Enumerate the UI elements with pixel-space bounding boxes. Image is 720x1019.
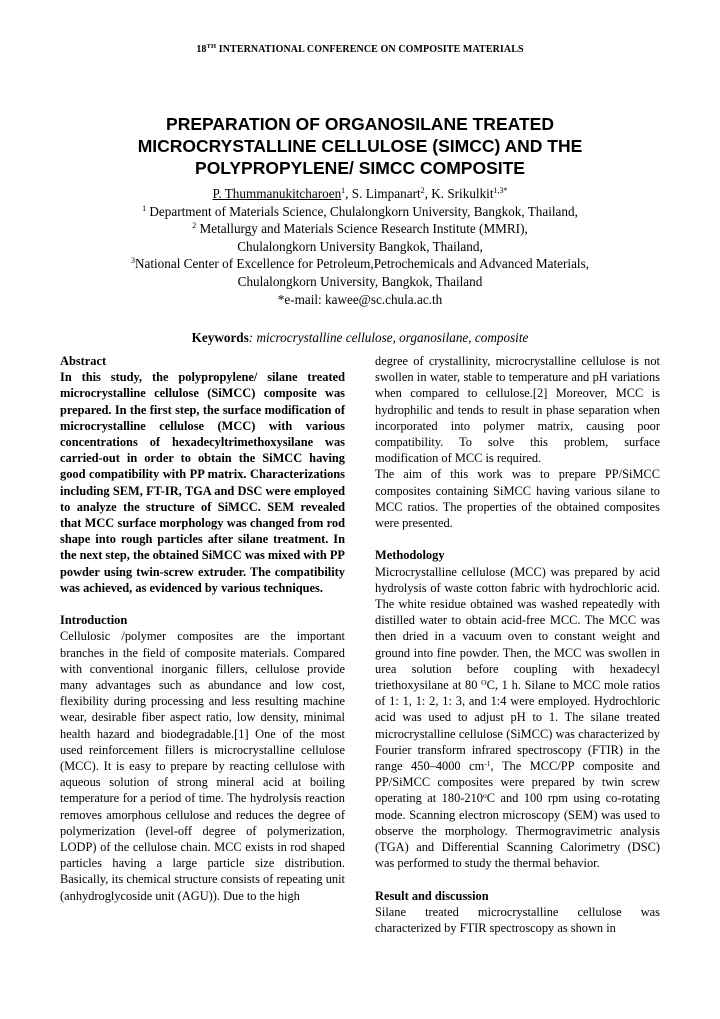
degree-sup-1: O [481, 678, 487, 688]
title-line-1: PREPARATION OF ORGANOSILANE TREATED [166, 114, 554, 134]
affiliation-1-text: Department of Materials Science, Chulalongkorn University, Bangkok, Thailand, [146, 203, 578, 219]
affiliation-3-text: National Center of Excellence for Petroleum,Petrochemicals and Advanced Materials, [134, 256, 590, 272]
title-line-3: POLYPROPYLENE/ SIMCC COMPOSITE [195, 158, 525, 178]
paper-title [60, 113, 660, 179]
introduction-aim: The aim of this work was to prepare PP/SiMCC composites containing SiMCC having various silane to MCC ratios. The properties of the obtained composites were presented. [375, 467, 660, 531]
introduction-continued: degree of crystallinity, microcrystalline cellulose is not swollen in water, stable to temperature and pH variations when compared to cellulose.[2] Moreover, MCC is hydrophilic and tends to result in phase separation when incorporated into polymer matrix, causing poor compatibility. To solve this problem, surface modification of MCC is required. [375, 354, 660, 466]
author-3-sup: 1,3* [493, 186, 508, 195]
author-2-sup: 2 [420, 186, 425, 195]
affiliation-3-sup: 3 [130, 256, 135, 266]
introduction-body: Cellulosic /polymer composites are the important branches in the field of composite materials. Compared with conventional inorganic fillers, cellulose provide many advantages such as abundance and low cost, flexibility during processing and less resulting machine wear, desirable fiber aspect ratio, low density, minimal health hazard and biodegradable.[1] One of the most used reinforcement fillers is microcrystalline cellulose (MCC). It is easy to prepare by reacting cellulose with aqueous solution of strong mineral acid at boiling temperature for a period of time. The hydrolysis reaction removes amorphous cellulose and reduces the degree of polymerization (level-off degree of polymerization, LODP) of the cellulose chain. MCC exists in rod shaped particles having a large particle size distribution. Basically, its chemical structure consists of repeating unit (anhydroglycoside unit (AGU)). Due to the high [60, 629, 345, 903]
conference-header [0, 44, 720, 55]
affiliation-3 [60, 255, 660, 273]
author-1-sup: 1 [341, 186, 346, 195]
author-email: *e-mail: kawee@sc.chula.ac.th [277, 291, 443, 307]
left-column [60, 353, 345, 904]
keywords-label: Keywords [191, 330, 249, 345]
affiliation-2-sup: 2 [192, 221, 197, 231]
keywords-line [60, 330, 660, 346]
right-column [375, 353, 660, 936]
methodology-heading: Methodology [375, 548, 445, 563]
author-3: , K. Srikulkit [424, 186, 494, 201]
keywords-text: : microcrystalline cellulose, organosilane, composite [248, 330, 529, 345]
abstract-heading: Abstract [60, 354, 107, 368]
author-1: P. Thummanukitcharoen [212, 186, 342, 201]
header-ordinal-suffix: TH [206, 43, 217, 50]
affiliation-2-line2: Chulalongkorn University Bangkok, Thailand, [237, 238, 483, 254]
degree-sup-2: o [482, 791, 487, 801]
methodology-text-4: C and 100 rpm using co-rotating mode. Scanning electron microscopy (SEM) was used to observe the morphology. Thermogravimetric analysis (TGA) and Differential Scanning Calorimetry (DSC) was performed to study the thermal behavior. [375, 791, 660, 871]
authors-block [60, 185, 660, 308]
introduction-heading: Introduction [60, 613, 128, 628]
affiliation-1-sup: 1 [142, 203, 147, 213]
affiliation-2 [60, 220, 660, 238]
methodology-text-3: , The MCC/PP composite and PP/SiMCC composites were prepared by twin screw operating at 180-210 [375, 759, 660, 806]
results-heading: Result and discussion [375, 888, 489, 903]
results-body: Silane treated microcrystalline cellulose was characterized by FTIR spectroscopy as shown in [375, 904, 660, 936]
header-ordinal: 18 [196, 44, 207, 55]
abstract-body: In this study, the polypropylene/ silane treated microcrystalline cellulose (SiMCC) composite was prepared. In the first step, the surface modification of microcrystalline cellulose (MCC) with various concentrations of hexadecyltrimethoxysilane was carried-out in order to obtain the SiMCC having good compatibility with PP matrix. Characterizations including SEM, FT-IR, TGA and DSC were employed to analyze the structure of SiMCC. SEM revealed that MCC surface morphology was changed from rod shape into rough particles after silane treatment. In the next step, the obtained SiMCC was mixed with PP powder using twin-screw extruder. The compatibility was achieved, as evidenced by various techniques. [60, 370, 345, 595]
methodology-body [375, 564, 660, 872]
author-line [60, 185, 660, 203]
header-text: INTERNATIONAL CONFERENCE ON COMPOSITE MATERIALS [218, 44, 524, 55]
methodology-text-2: C, 1 h. Silane to MCC mole ratios of 1: 1, 1: 2, 1: 3, and 1:4 were employed. Hydrochloric acid was used to adjust pH to 1. The silane treated microcrystalline cellulose (SiMCC) was characterized by Fourier transform infrared spectroscopy (FTIR) in the range 450–4000 cm [375, 678, 660, 774]
title-line-2: MICROCRYSTALLINE CELLULOSE (SIMCC) AND THE [137, 136, 583, 156]
author-2: , S. Limpanart [345, 186, 421, 201]
affiliation-3-line2: Chulalongkorn University, Bangkok, Thailand [237, 273, 483, 289]
affiliation-1 [60, 203, 660, 221]
wavenumber-sup: -1 [484, 759, 491, 769]
methodology-text-1: Microcrystalline cellulose (MCC) was prepared by acid hydrolysis of waste cotton fabric with hydrochloric acid. The white residue obtained was washed repeatedly with distilled water to obtain acid-free MCC. The MCC was then dried in a vacuum oven to constant weight and ground into fine powder. Then, the MCC was swollen in urea solution before coupling with hexadecyl triethoxysilane at 80 [375, 564, 660, 693]
affiliation-2-text: Metallurgy and Materials Science Research Institute (MMRI), [196, 221, 528, 237]
